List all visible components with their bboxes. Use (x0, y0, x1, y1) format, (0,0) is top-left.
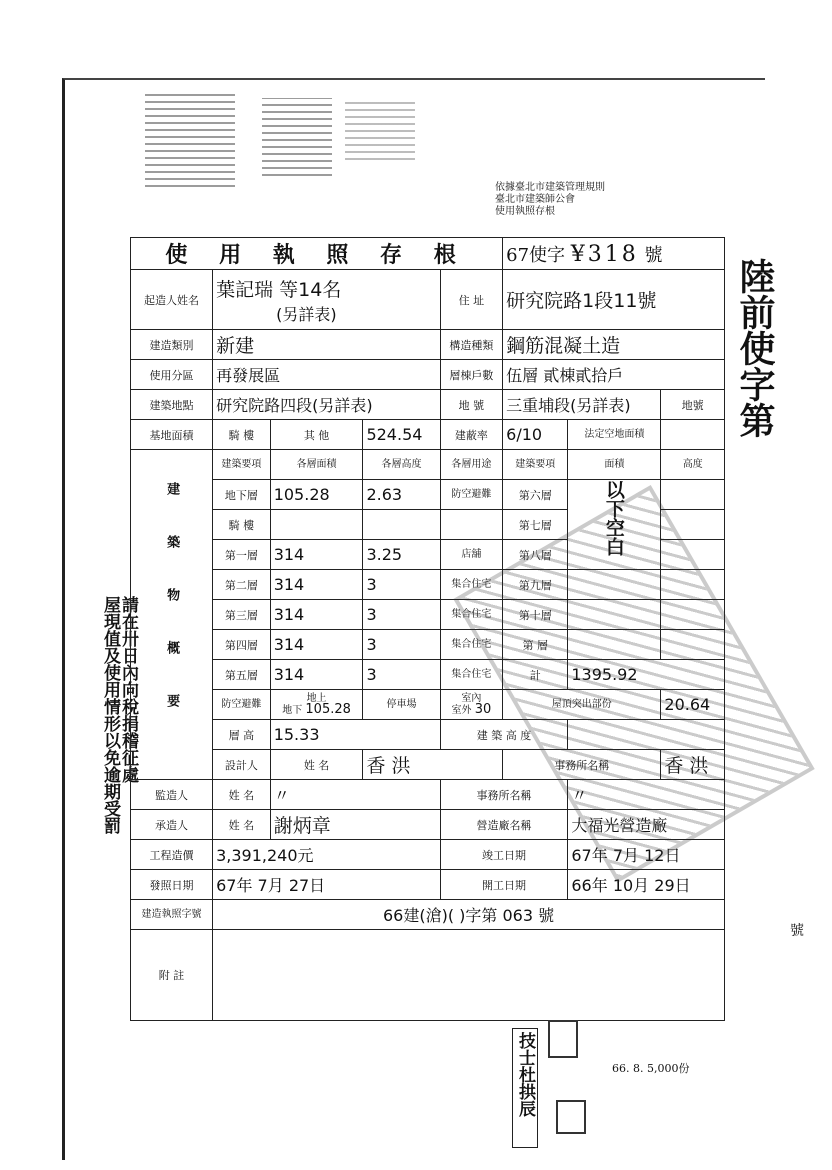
floor-label: 第七層 (503, 510, 568, 540)
designer-office: 香 洪 (661, 750, 725, 780)
supervisor-name: 〃 (270, 780, 440, 810)
other-value: 524.54 (363, 420, 440, 450)
serial-prefix: 67使字 (506, 244, 566, 266)
floor-height: 2.63 (363, 480, 440, 510)
legal-open-value (661, 420, 725, 450)
name-label: 姓 名 (213, 780, 271, 810)
zone-label: 使用分區 (131, 360, 213, 390)
col-head: 各層用途 (440, 450, 503, 480)
floor-label: 第六層 (503, 480, 568, 510)
start-label: 開工日期 (440, 870, 568, 900)
building-height-label: 建 築 高 度 (440, 720, 568, 750)
contractor-factory: 大福光營造廠 (568, 810, 725, 840)
floor-label: 騎 樓 (213, 510, 271, 540)
side-note-left: 請在卅日內向稅捐稽征處 (118, 596, 138, 783)
start-value: 66年 10月 29日 (568, 870, 725, 900)
floor-label: 第五層 (213, 660, 271, 690)
floor-use (440, 510, 503, 540)
col-head: 建築要項 (213, 450, 271, 480)
owner-name (213, 270, 441, 330)
floor-use: 店舖 (440, 540, 503, 570)
parking-indoor: 室內 (461, 693, 482, 704)
name-label: 姓 名 (213, 810, 271, 840)
floor-area: 314 (270, 660, 363, 690)
header-note (495, 182, 725, 218)
shelter-below-value: 105.28 (305, 702, 351, 717)
floor-label: 第二層 (213, 570, 271, 600)
shelter-above-label: 地上 (306, 693, 327, 704)
permit-value: 66建(滄)( )字第 063 號 (213, 900, 725, 930)
floor-height: 3.25 (363, 540, 440, 570)
floor-label: 第四層 (213, 630, 271, 660)
parking-label: 停車場 (363, 690, 440, 720)
total-label: 計 (503, 660, 568, 690)
cost-label: 工程造價 (131, 840, 213, 870)
other-label: 其 他 (270, 420, 363, 450)
build-type-label: 建造類別 (131, 330, 213, 360)
floor-height: 3 (363, 660, 440, 690)
roof-label: 屋頂突出部份 (503, 690, 661, 720)
floors-value: 伍層 貳棟貳拾戶 (503, 360, 725, 390)
floor-label: 第 層 (503, 630, 568, 660)
site-label: 建築地點 (131, 390, 213, 420)
address-label: 住 址 (440, 270, 503, 330)
floor-height: 3 (363, 600, 440, 630)
arcade-label: 騎 樓 (213, 420, 271, 450)
header-note-line: 依據臺北市建築管理規則 (495, 182, 605, 193)
contractor-name: 謝炳章 (270, 810, 440, 840)
floor-use: 集合住宅 (440, 660, 503, 690)
col-head: 各層面積 (270, 450, 363, 480)
total-area: 1395.92 (568, 660, 725, 690)
office-label: 事務所名稱 (440, 780, 568, 810)
finish-label: 竣工日期 (440, 840, 568, 870)
floor-height: 3 (363, 570, 440, 600)
address-value: 研究院路1段11號 (503, 270, 725, 330)
parking-outdoor-value: 30 (474, 702, 492, 717)
floor-height (363, 510, 440, 540)
factory-label: 營造廠名稱 (440, 810, 568, 840)
side-note-left-2: 屋現值及使用情形以免逾期受罰 (100, 596, 120, 834)
designer-name: 香 洪 (363, 750, 503, 780)
shelter-values (270, 690, 363, 720)
blank-below-note: 以下空白 (568, 480, 661, 570)
floor-use: 集合住宅 (440, 570, 503, 600)
approval-seal (556, 1100, 586, 1134)
print-info: 66. 8. 5,000份 (612, 1062, 690, 1075)
floor-height: 3 (363, 630, 440, 660)
floor-use: 防空避難 (440, 480, 503, 510)
supervisor-office: 〃 (568, 780, 725, 810)
ratio-label: 建蔽率 (440, 420, 503, 450)
floor-height-label: 層 高 (213, 720, 271, 750)
office-label: 事務所名稱 (503, 750, 661, 780)
floor-height (661, 480, 725, 510)
corner-stamp (262, 98, 332, 176)
floor-label: 第一層 (213, 540, 271, 570)
lot-value: 三重埔段(另詳表) (503, 390, 661, 420)
col-head: 建築要項 (503, 450, 568, 480)
col-head: 高度 (661, 450, 725, 480)
structure-value: 鋼筋混凝土造 (503, 330, 725, 360)
floor-height-value: 15.33 (270, 720, 440, 750)
ratio-value: 6/10 (503, 420, 568, 450)
permit-label: 建造執照字號 (131, 900, 213, 930)
finish-value: 67年 7月 12日 (568, 840, 725, 870)
floor-area: 314 (270, 540, 363, 570)
owner-name-value: 葉記瑞 等14名 (216, 278, 342, 301)
designer-label: 設計人 (213, 750, 271, 780)
serial-number (503, 238, 725, 270)
build-type-value: 新建 (213, 330, 441, 360)
site-value: 研究院路四段(另詳表) (213, 390, 441, 420)
floor-use: 集合住宅 (440, 630, 503, 660)
inspector-signature: 技士杜拱辰 (512, 1028, 538, 1148)
col-head: 各層高度 (363, 450, 440, 480)
floor-label: 第三層 (213, 600, 271, 630)
structure-label: 構造種類 (440, 330, 503, 360)
floor-label: 地下層 (213, 480, 271, 510)
lot-label: 地 號 (440, 390, 503, 420)
cost-value: 3,391,240元 (213, 840, 441, 870)
parking-outdoor: 室外 (451, 705, 472, 716)
lot-suffix: 地號 (661, 390, 725, 420)
right-edge-suffix: 號 (790, 923, 804, 939)
building-summary-label: 建築物概要 (131, 450, 213, 780)
remarks-label: 附 註 (131, 930, 213, 1021)
floor-use: 集合住宅 (440, 600, 503, 630)
corner-stamp (145, 92, 235, 187)
header-note-line: 臺北市建築師公會 (495, 194, 575, 205)
zone-value: 再發展區 (213, 360, 441, 390)
floor-area: 314 (270, 570, 363, 600)
floors-label: 層棟戶數 (440, 360, 503, 390)
parking-values (440, 690, 503, 720)
shelter-label: 防空避難 (213, 690, 271, 720)
issue-value: 67年 7月 27日 (213, 870, 441, 900)
floor-label: 第九層 (503, 570, 568, 600)
contractor-label: 承造人 (131, 810, 213, 840)
issue-label: 發照日期 (131, 870, 213, 900)
approval-seal (548, 1020, 578, 1058)
remarks-value (213, 930, 725, 1021)
shelter-below-label: 地下 (282, 705, 303, 716)
site-area-label: 基地面積 (131, 420, 213, 450)
corner-stamp (345, 100, 415, 160)
serial-value: ¥318 (570, 241, 639, 267)
roof-value: 20.64 (661, 690, 725, 720)
header-note-line: 使用執照存根 (495, 206, 555, 217)
floor-area (270, 510, 363, 540)
serial-suffix: 號 (644, 244, 663, 266)
col-head: 面積 (568, 450, 661, 480)
right-edge-text: 陸前使字第 (734, 258, 776, 438)
owner-name-note: (另詳表) (276, 304, 337, 324)
owner-label: 起造人姓名 (131, 270, 213, 330)
supervisor-label: 監造人 (131, 780, 213, 810)
form-title: 使 用 執 照 存 根 (131, 238, 503, 270)
legal-open-label: 法定空地面積 (568, 420, 661, 450)
floor-area: 314 (270, 630, 363, 660)
floor-area: 105.28 (270, 480, 363, 510)
name-label: 姓 名 (270, 750, 363, 780)
floor-area: 314 (270, 600, 363, 630)
floor-label: 第八層 (503, 540, 568, 570)
floor-label: 第十層 (503, 600, 568, 630)
